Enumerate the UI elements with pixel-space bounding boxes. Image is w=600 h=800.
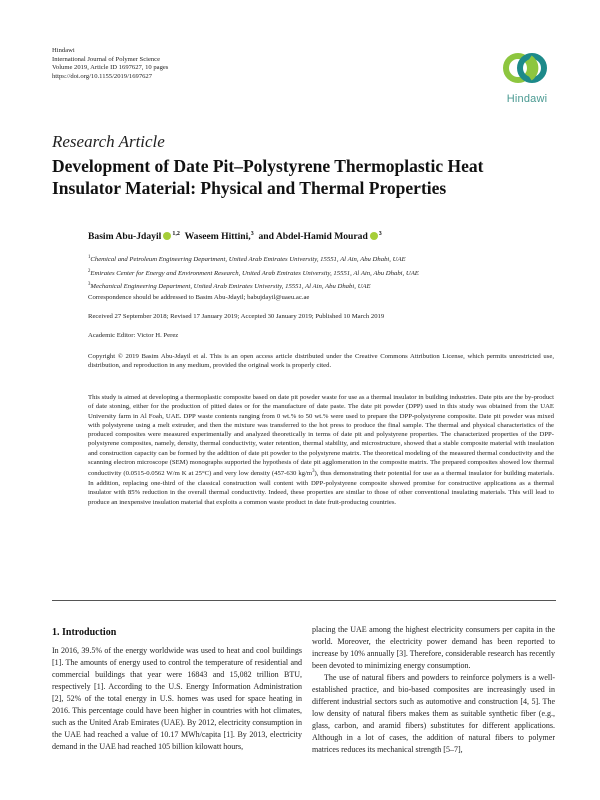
intro-column-right xyxy=(312,624,555,757)
affiliation-item xyxy=(88,266,419,280)
affiliation-text: Chemical and Petroleum Engineering Department, United Arab Emirates University, 15551, Al Ain, Abu Dhabi, UAE xyxy=(90,256,406,264)
author-name: Waseem Hittini, xyxy=(184,231,251,243)
affiliation-text: Emirates Center for Energy and Environment Research, United Arab Emirates University, 15551, Al Ain, Abu Dhabi, UAE xyxy=(90,269,419,277)
journal-name: International Journal of Polymer Science xyxy=(52,55,161,63)
affiliation-mark: 1 xyxy=(88,255,91,260)
intro-paragraph: placing the UAE among the highest electricity consumers per capita in the world. Moreover, the electricity power demand has been reported to increase by 10% annually [3]. Therefore, considerable research has recently been devoted to minimizing energy consumption. xyxy=(312,625,555,671)
intro-paragraph: The use of natural fibers and powders to reinforce polymers is a well-established practice, and bio-based composites are increasingly used in different industrial sectors such as automotive and construction [4, 5]. The low density of natural fibers makes them as suitable synthetic fiber (e.g., glass, carbon, and aramid fibers) substitutes for different applications. Although in a lot of cases, the addition of natural fibers to polymer matrices reduces its mechanical strength [5–7], xyxy=(312,673,555,755)
section-divider xyxy=(52,600,556,601)
author-list xyxy=(88,231,382,242)
affiliation-item xyxy=(88,279,419,293)
academic-editor: Academic Editor: Victor H. Perez xyxy=(88,332,179,339)
volume-line: Volume 2019, Article ID 1697627, 10 pages xyxy=(52,64,169,72)
hindawi-logo-text: Hindawi xyxy=(506,93,548,105)
article-type: Research Article xyxy=(52,132,165,151)
author-affiliation-mark: 1,2 xyxy=(172,231,180,237)
orcid-icon[interactable] xyxy=(370,232,378,240)
author-affiliation-mark: 3 xyxy=(378,231,382,237)
publication-dates: Received 27 September 2018; Revised 17 January 2019; Accepted 30 January 2019; Published 10 March 2019 xyxy=(88,313,385,320)
abstract-text: ), thus demonstrating their potential for use as a thermal insulator for building materials. In addition, replacing one-third of the classical construction wall content with DPP-polystyrene composite showed promise for constructive applications as a thermal insulator with 85% reduction in the overall thermal conductivity. Indeed, these properties are similar to those of other conventional insulating materials. This will lead to produce an inexpensive insulation material that exploits a common waste product in date fruit-producing countries. xyxy=(88,470,554,506)
orcid-icon[interactable] xyxy=(163,232,171,240)
affiliation-text: Mechanical Engineering Department, United Arab Emirates University, 15551, Al Ain, Abu Dhabi, UAE xyxy=(90,283,371,291)
journal-header xyxy=(52,47,168,81)
correspondence-line: Correspondence should be addressed to Basim Abu-Jdayil; babujdayil@uaeu.ac.ae xyxy=(88,294,310,301)
article-title: Development of Date Pit–Polystyrene Thermoplastic Heat Insulator Material: Physical and Thermal Properties xyxy=(52,156,484,198)
copyright-notice: Copyright © 2019 Basim Abu-Jdayil et al. This is an open access article distributed under the Creative Commons Attribution License, which permits unrestricted use, distribution, and reproduction in any medium, provided the original work is properly cited. xyxy=(88,353,554,370)
section-heading: 1. Introduction xyxy=(52,627,117,638)
affiliation-list xyxy=(88,252,419,293)
author-name: and Abdel-Hamid Mourad xyxy=(258,231,368,243)
abstract-text: This study is aimed at developing a thermoplastic composite based on date pit powder waste for use as a thermal insulator in building industries. Date pits are the by-product of date stoning, either for the production of pitted dates or for the manufacture of date paste. The date pit powder (DPP) used in this study was obtained from the UAE University farm in Al Foah, UAE. DPP waste contents ranging from 0 wt.% to 50 wt.% were used to prepare the DPP-polystyrene composite. Date pit powder was mixed with polystyrene using a melt extruder, and then the mixture was transferred to the hot press to produce the final sample. The thermal and physical characteristics of the produced composites were measured experimentally and analyzed theoretically in terms of date pit and polystyrene properties. The characterized properties of the DPP-polystyrene composites, namely, density, thermal conductivity, water retention, thermal stability, and microstructure, showed that a stable composite material with insulation and construction capacity can be formed by the addition of date pit powder to the polystyrene matrix. The theoretical modeling of the measured thermal conductivity and the scanning electron microscope (SEM) monographs supported the hypothesis of date pit agglomeration in the composite matrix. The prepared composites showed low thermal conductivity (0.0515-0.0562 W/m K at 25°C) and very low density (457-630 kg/m xyxy=(88,394,554,478)
abstract-superscript: 3 xyxy=(312,469,315,475)
author-affiliation-mark: 3 xyxy=(250,231,254,237)
doi-link[interactable]: https://doi.org/10.1155/2019/1697627 xyxy=(52,72,153,80)
author-name: Basim Abu-Jdayil xyxy=(88,231,162,243)
affiliation-mark: 2 xyxy=(88,268,91,274)
affiliation-item xyxy=(88,252,419,266)
abstract xyxy=(88,393,554,507)
affiliation-mark: 3 xyxy=(88,282,91,288)
intro-column-left: In 2016, 39.5% of the energy worldwide was used to heat and cool buildings [1]. The amounts of energy used to control the temperature of residential and commercial buildings that year were 16843 and 15,082 trillion BTU, respectively [1]. According to the U.S. Energy Information Administration [2], 52% of the total energy in U.S. homes was used for space heating in 2016. This percentage could have been higher in countries with hot climates, such as the United Arab Emirates (UAE). By 2012, electricity consumption in the UAE had reached a value of 10.17 MWh/capita [1]. By 2013, electricity demand in the UAE had reached 105 billion kilowatt hours, xyxy=(52,646,302,752)
publisher-name: Hindawi xyxy=(52,47,75,54)
